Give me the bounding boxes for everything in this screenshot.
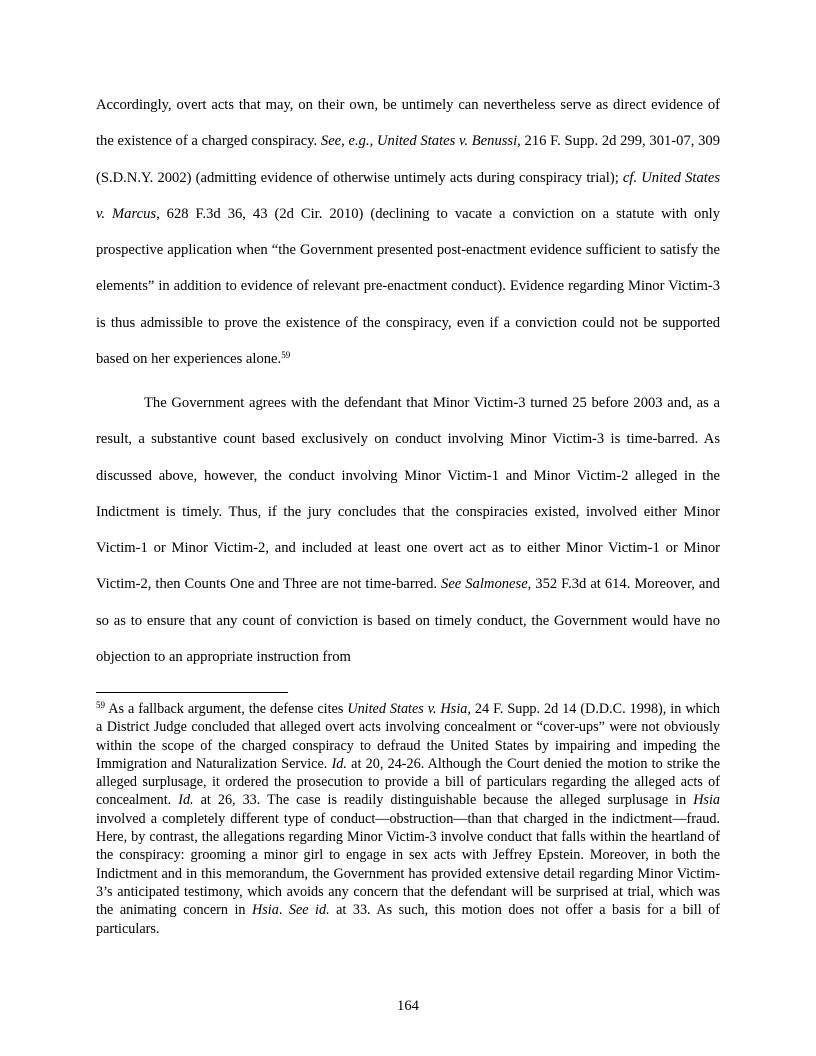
text-run: The Government agrees with the defendant that Minor Victim-3 turned 25 before 2003 and, as a result, a substantive count based exclusively on conduct involving Minor Victim-3 is time-barred. As discussed above, however, the conduct involving Minor Victim-1 and Minor Victim-2 alleged in the Indictment is timely. Thus, if the jury concludes that the conspiracies existed, involved either Minor Victim-1 or Minor Victim-2, and included at least one overt act as to either Minor Victim-1 or Minor Victim-2, then Counts One and Three are not time-barred. — [96, 395, 720, 593]
case-name: United States v. Hsia — [347, 701, 468, 717]
citation-signal: Id. — [178, 792, 194, 809]
text-run: As a fallback argument, the defense cites — [105, 701, 348, 717]
text-run: , — [369, 133, 377, 150]
footnote-59 — [96, 700, 720, 938]
text-run: , 24 F. Supp. 2d 14 (D.D.C. 1998), in which a District Judge concluded that alleged overt acts involving concealment or “cover-ups” were not obviously within the scope of the charged conspiracy to defraud the United States by impairing and impeding the Immigration and Naturalization Service. — [96, 701, 720, 772]
case-name: Hsia — [693, 792, 720, 809]
case-name: cf. United States v. Marcus — [96, 169, 720, 222]
text-run: at 33. As such, this motion does not offer a basis for a bill of particulars. — [96, 902, 720, 937]
case-name: United States v. Benussi — [376, 133, 518, 150]
page-number: 164 — [397, 998, 419, 1014]
text-run: Accordingly, overt acts that may, on their own, be untimely can nevertheless serve as direct evidence of the existence of a charged conspiracy. — [96, 97, 720, 150]
text-run: , 216 F. Supp. 2d 299, 301-07, 309 (S.D.N.Y. 2002) (admitting evidence of otherwise untimely acts during conspiracy trial); — [96, 133, 721, 186]
case-name: Hsia — [252, 902, 279, 919]
text-run: . — [278, 902, 289, 919]
text-run: , 352 F.3d at 614. Moreover, and so as to ensure that any count of conviction is based on timely conduct, the Government would have no objection to an appropriate instruction from — [96, 576, 720, 666]
text-run: at 20, 24-26. Although the Court denied the motion to strike the alleged surplusage, it ordered the prosecution to provide a bill of particulars regarding the alleged acts of concealment. — [96, 755, 720, 809]
text-run: involved a completely different type of conduct—obstruction—than that charged in the indictment—fraud. Here, by contrast, the allegations regarding Minor Victim-3 involve conduct that falls within the heartland of the conspiracy: grooming a minor girl to engage in sex acts with Jeffrey Epstein. Moreover, in both the Indictment and in this memorandum, the Government has provided extensive detail regarding Minor Victim-3’s anticipated testimony, which avoids any concern that the defendant will be surprised at trial, which was the animating concern in — [96, 810, 720, 919]
citation-signal: See, e.g. — [320, 133, 370, 150]
text-run: at 26, 33. The case is readily distinguishable because the alleged surplusage in — [193, 792, 694, 809]
body-paragraph-1 — [96, 87, 720, 377]
citation-signal: Id. — [331, 755, 347, 772]
body-paragraph-2 — [96, 385, 720, 675]
footnote-number: 59 — [96, 700, 105, 710]
citation-signal: See id. — [288, 902, 330, 919]
case-citation: See Salmonese — [441, 576, 528, 593]
footnote-separator — [96, 692, 288, 693]
footnote-reference: 59 — [281, 350, 291, 361]
text-run: , 628 F.3d 36, 43 (2d Cir. 2010) (declining to vacate a conviction on a statute with only prospective application when “the Government presented post-enactment evidence sufficient to satisfy the elements” in addition to evidence of relevant pre-enactment conduct). Evidence regarding Minor Victim-3 is thus admissible to prove the existence of the conspiracy, even if a conviction could not be supported based on her experiences alone. — [96, 205, 720, 368]
